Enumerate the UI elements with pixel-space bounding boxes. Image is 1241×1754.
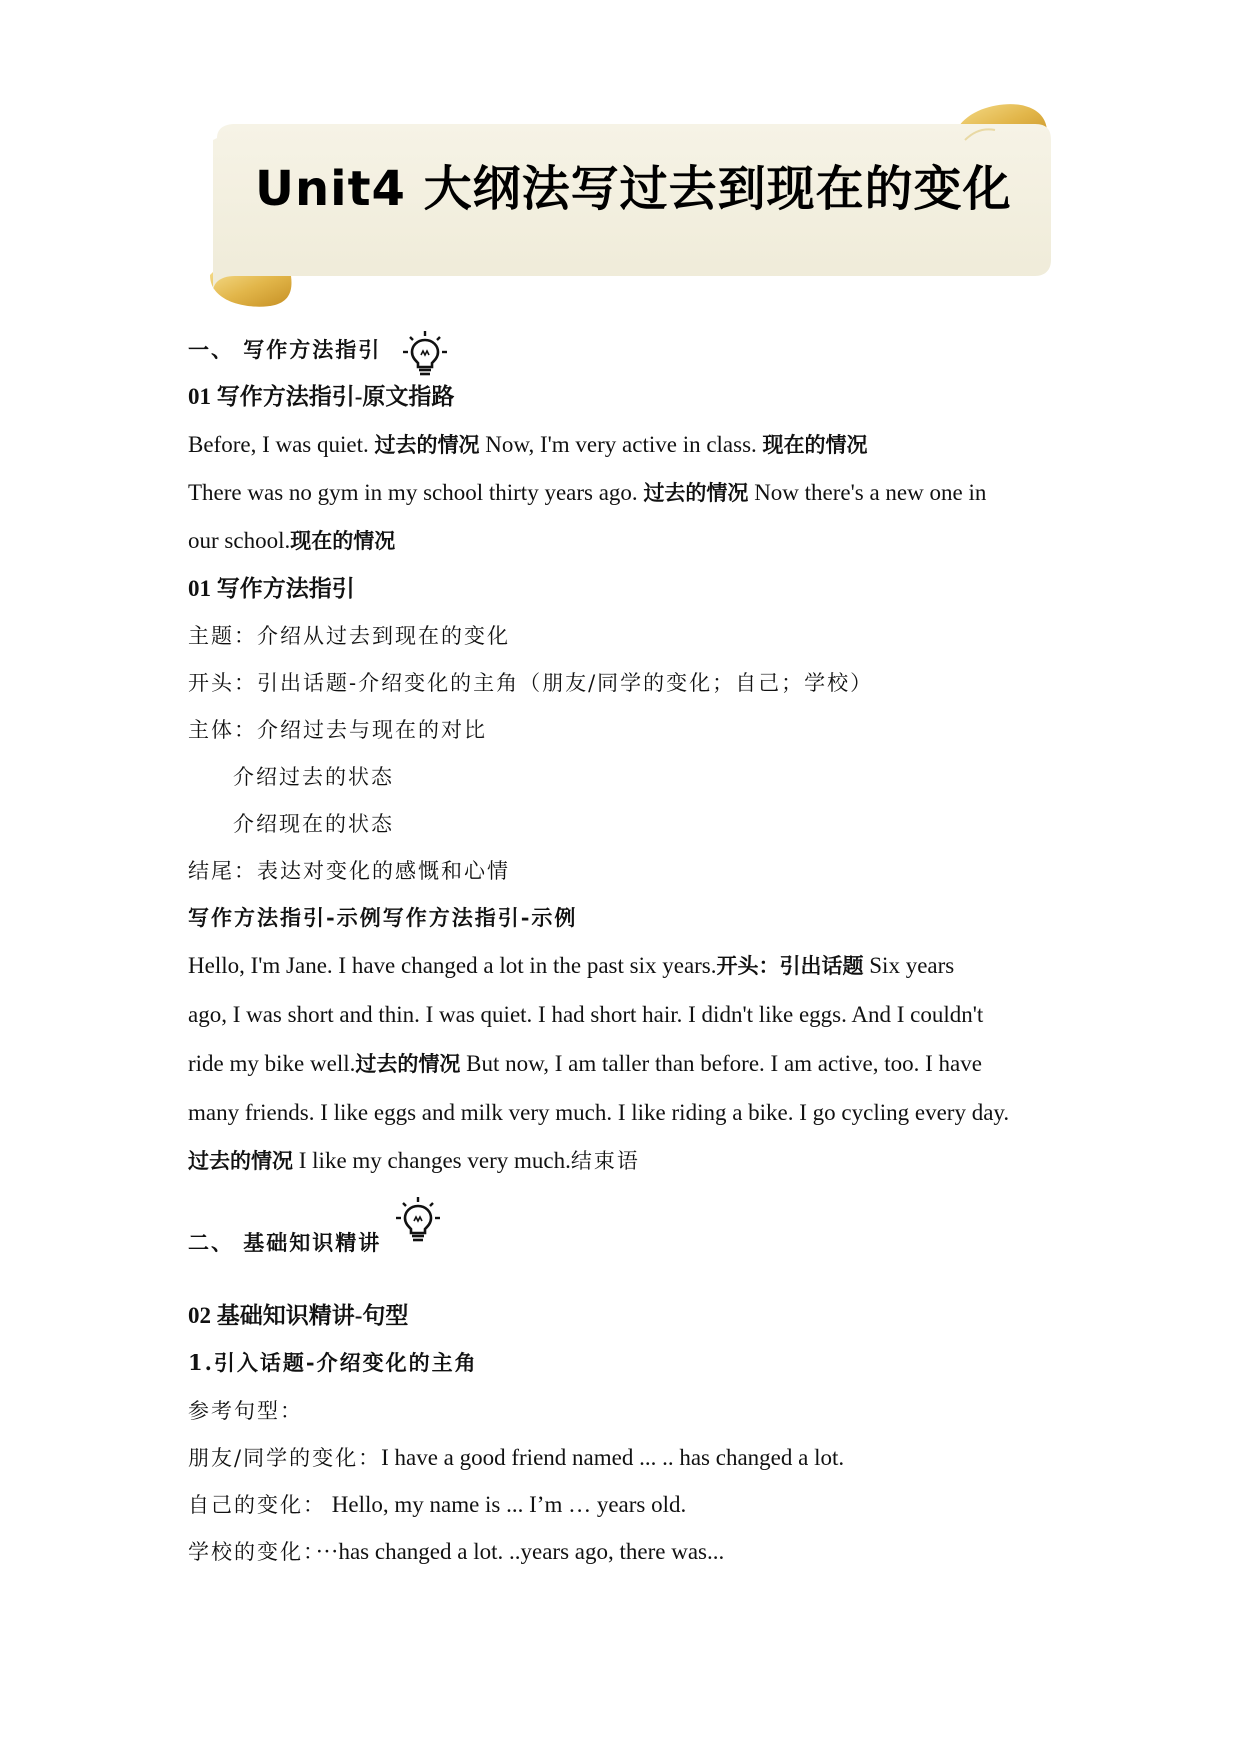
text: Six years bbox=[869, 953, 955, 978]
text: I have a good friend named ... .. has changed a lot. bbox=[381, 1445, 845, 1470]
section-heading-1: 一、 写作方法指引 bbox=[188, 337, 382, 362]
subheading-method: 01 写作方法指引 bbox=[188, 576, 355, 601]
outline-item: 主题：介绍从过去到现在的变化 bbox=[188, 624, 510, 648]
label-past: 过去的情况 bbox=[643, 480, 749, 505]
subheading-original-text: 01 写作方法指引-原文指路 bbox=[188, 384, 455, 409]
lightbulb-icon bbox=[395, 1196, 441, 1244]
reference-label: 参考句型： bbox=[188, 1399, 303, 1423]
example-line bbox=[188, 1049, 982, 1079]
text: Hello, my name is ... I’m … years old. bbox=[331, 1492, 687, 1517]
page-title: Unit4 大纲法写过去到现在的变化 bbox=[255, 161, 1012, 217]
label-opening: 开头：引出话题 bbox=[716, 953, 864, 978]
text: Hello, I'm Jane. I have changed a lot in the past six years. bbox=[188, 953, 717, 978]
text: our school. bbox=[188, 528, 291, 553]
text: There was no gym in my school thirty years ago. bbox=[188, 480, 638, 505]
pattern-line bbox=[188, 1443, 844, 1473]
text: Now, I'm very active in class. bbox=[485, 432, 757, 457]
paragraph-line bbox=[188, 478, 986, 508]
text: Before, I was quiet. bbox=[188, 432, 369, 457]
text: But now, I am taller than before. I am active, too. I have bbox=[466, 1051, 982, 1076]
outline-item: 介绍过去的状态 bbox=[233, 765, 394, 789]
label-present: 现在的情况 bbox=[290, 528, 396, 553]
pattern-line bbox=[188, 1490, 686, 1520]
example-line: many friends. I like eggs and milk very much. I like riding a bike. I go cycling every day. bbox=[188, 1100, 1010, 1125]
label-past: 过去的情况 bbox=[355, 1051, 461, 1076]
outline-item: 主体：介绍过去与现在的对比 bbox=[188, 718, 487, 742]
section-heading-2: 二、 基础知识精讲 bbox=[188, 1230, 382, 1255]
subheading-intro-topic: 1.引入话题-介绍变化的主角 bbox=[188, 1350, 478, 1375]
title-banner bbox=[205, 100, 1055, 315]
outline-item: 介绍现在的状态 bbox=[233, 812, 394, 836]
label: 自己的变化： bbox=[188, 1493, 326, 1517]
outline-item: 开头：引出话题-介绍变化的主角（朋友/同学的变化；自己；学校） bbox=[188, 671, 874, 695]
paragraph-line bbox=[188, 430, 868, 460]
outline-item: 结尾：表达对变化的感慨和心情 bbox=[188, 859, 510, 883]
label: 朋友/同学的变化： bbox=[188, 1446, 382, 1470]
text: I like my changes very much. bbox=[298, 1148, 571, 1173]
label-ending: 结束语 bbox=[570, 1149, 640, 1173]
example-line: ago, I was short and thin. I was quiet. I had short hair. I didn't like eggs. And I couldn't bbox=[188, 1002, 984, 1027]
text: Now there's a new one in bbox=[754, 480, 987, 505]
paragraph-line bbox=[188, 526, 395, 556]
example-line bbox=[188, 1146, 640, 1176]
label-past: 过去的情况 bbox=[374, 432, 480, 457]
subheading-sentence-patterns: 02 基础知识精讲-句型 bbox=[188, 1303, 409, 1328]
subheading-example: 写作方法指引-示例写作方法指引-示例 bbox=[188, 905, 578, 930]
text: ···has changed a lot. ..years ago, there was... bbox=[315, 1539, 725, 1564]
label: 学校的变化： bbox=[188, 1540, 316, 1564]
label-present: 现在的情况 bbox=[762, 432, 868, 457]
example-line bbox=[188, 951, 954, 981]
pattern-line bbox=[188, 1537, 724, 1567]
label-past: 过去的情况 bbox=[188, 1148, 293, 1173]
text: ride my bike well. bbox=[188, 1051, 356, 1076]
lightbulb-icon bbox=[402, 330, 448, 378]
